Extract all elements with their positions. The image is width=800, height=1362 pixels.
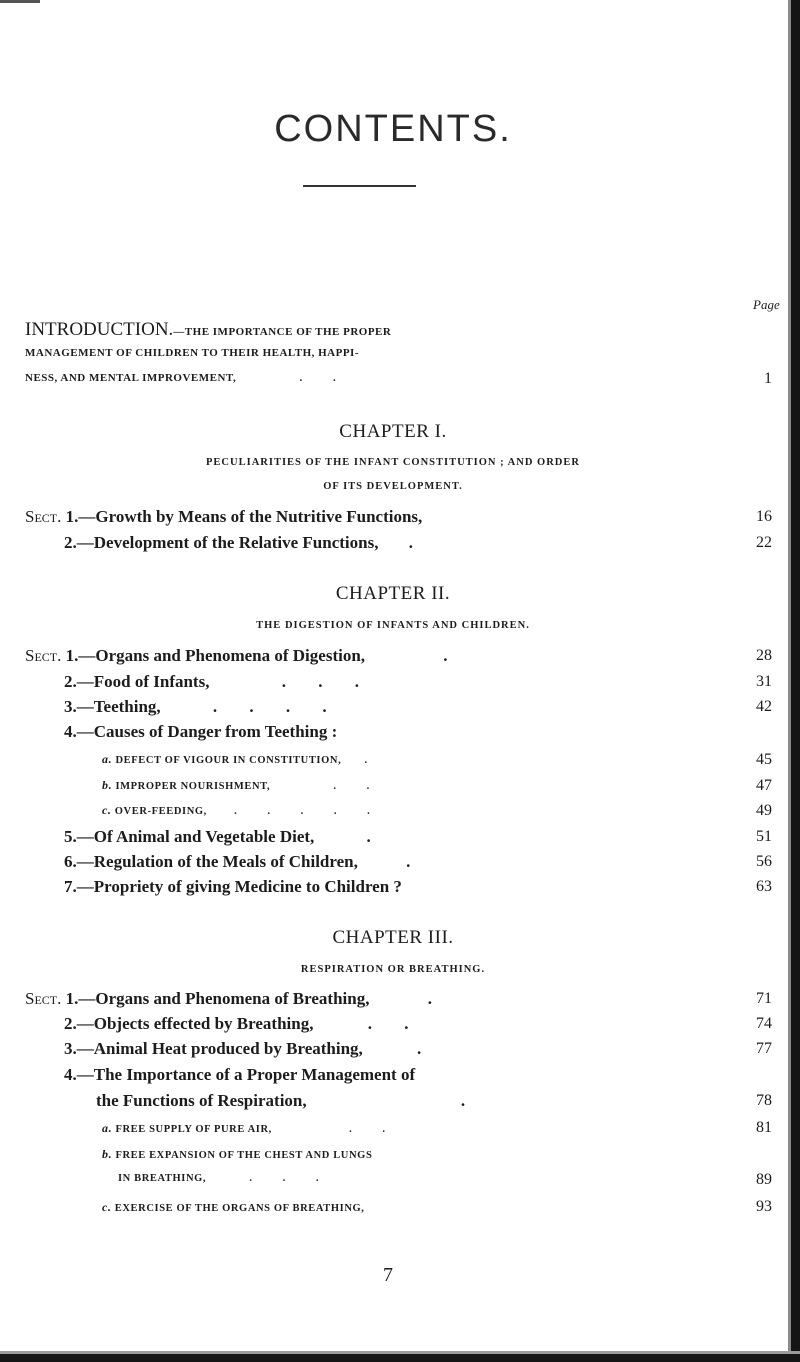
entry-number: 2. [64, 1014, 77, 1033]
page-title: CONTENTS. [274, 108, 512, 150]
entry-page-number: 16 [756, 508, 772, 525]
entry-number: 1. [65, 507, 79, 526]
entry-page-number: 28 [756, 647, 772, 664]
entry-leader-dots: . [406, 852, 425, 871]
entry-title: —Causes of Danger from Teething : [76, 722, 338, 741]
toc-entry [64, 852, 424, 872]
entry-title: —Animal Heat produced by Breathing, [76, 1039, 363, 1058]
entry-leader-dots: . [408, 533, 427, 552]
subentry-page-number: 81 [756, 1119, 772, 1136]
entry-number: 3. [64, 1039, 77, 1058]
chapter-3-subtitle: RESPIRATION OR BREATHING. [300, 964, 486, 975]
introduction-leader-dots: . . [299, 372, 350, 384]
subentry-leader-dots: . . . [249, 1173, 333, 1184]
subentry-title: EXERCISE OF THE ORGANS OF BREATHING, [114, 1203, 365, 1214]
subentry-page-number: 89 [756, 1171, 772, 1188]
subentry-title: IN BREATHING, [118, 1173, 207, 1184]
subentry-letter: c. [102, 803, 112, 817]
entry-number: 4. [64, 722, 77, 741]
entry-number: 6. [64, 852, 77, 871]
subentry-leader-dots: . . . . . [234, 806, 384, 817]
introduction-heading [25, 319, 391, 341]
entry-number: 3. [64, 697, 77, 716]
subentry-leader-dots: . [364, 755, 382, 766]
toc-subentry [102, 1147, 372, 1162]
toc-entry [64, 533, 427, 553]
title-rule [303, 185, 416, 187]
entry-title: —Organs and Phenomena of Breathing, [78, 989, 370, 1008]
entry-number: 7. [64, 877, 77, 896]
chapter-1-subtitle-line-1: PECULIARITIES OF THE INFANT CONSTITUTION ; AND ORDER [206, 457, 580, 468]
toc-entry [25, 507, 422, 527]
entry-leader-dots: . . [367, 1014, 423, 1033]
entry-number: 2. [64, 672, 77, 691]
toc-subentry [102, 1121, 399, 1136]
page-edge-fade-bottom [0, 1351, 800, 1354]
entry-page-number: 42 [756, 698, 772, 715]
subentry-page-number: 93 [756, 1198, 772, 1215]
toc-entry [25, 646, 462, 666]
subentry-letter: c. [102, 1200, 112, 1214]
entry-title: —Of Animal and Vegetable Diet, [76, 827, 315, 846]
subentry-page-number: 47 [756, 777, 772, 794]
toc-entry [64, 827, 385, 847]
subentry-title: FREE EXPANSION OF THE CHEST AND LUNGS [115, 1150, 373, 1161]
subentry-letter: b. [102, 1147, 113, 1161]
entry-page-number: 78 [756, 1092, 772, 1109]
entry-title: —Teething, [76, 697, 161, 716]
entry-page-number: 31 [756, 673, 772, 690]
entry-leader-dots: . [460, 1091, 480, 1110]
subentry-letter: a. [102, 1121, 113, 1135]
subentry-page-number: 49 [756, 802, 772, 819]
folio-number: 7 [383, 1264, 393, 1286]
scan-corner-mark [0, 0, 40, 3]
subentry-title: FREE SUPPLY OF PURE AIR, [115, 1124, 272, 1135]
subentry-leader-dots: . . [333, 781, 384, 792]
introduction-line-2: MANAGEMENT OF CHILDREN TO THEIR HEALTH, HAPPI- [25, 347, 360, 359]
entry-number: 1. [65, 989, 79, 1008]
page-edge-shadow-right [791, 0, 800, 1362]
chapter-2-subtitle: THE DIGESTION OF INFANTS AND CHILDREN. [256, 620, 530, 631]
toc-entry [64, 877, 402, 897]
entry-page-number: 63 [756, 878, 772, 895]
entry-title: —Objects effected by Breathing, [76, 1014, 314, 1033]
toc-subentry [102, 752, 381, 767]
toc-entry-continuation [96, 1091, 479, 1111]
introduction-line-1: —THE IMPORTANCE OF THE PROPER [173, 326, 392, 338]
entry-title: —Development of the Relative Functions, [76, 533, 379, 552]
entry-title: —Propriety of giving Medicine to Children ? [76, 877, 402, 896]
entry-leader-dots: . [427, 989, 446, 1008]
entry-number: 1. [65, 646, 79, 665]
entry-title: —The Importance of a Proper Management of [76, 1065, 416, 1084]
subentry-title: DEFECT OF VIGOUR IN CONSTITUTION, [115, 755, 342, 766]
entry-number: 4. [64, 1065, 77, 1084]
sect-prefix: Sect. [25, 646, 62, 665]
entry-page-number: 56 [756, 853, 772, 870]
entry-title: —Food of Infants, [76, 672, 210, 691]
chapter-3-title: CHAPTER III. [332, 927, 454, 948]
entry-page-number: 22 [756, 534, 772, 551]
entry-leader-dots: . . . . [212, 697, 341, 716]
page-edge-shadow-bottom [0, 1354, 800, 1362]
subentry-page-number: 45 [756, 751, 772, 768]
introduction-head: INTRODUCTION. [25, 319, 174, 340]
introduction-line-3-text: NESS, AND MENTAL IMPROVEMENT, [25, 372, 237, 384]
toc-entry [64, 697, 341, 717]
toc-subentry [102, 778, 383, 793]
introduction-line-3 [25, 372, 350, 384]
toc-entry [25, 989, 446, 1009]
page-column-header: Page [753, 297, 780, 312]
entry-title: the Functions of Respiration, [96, 1091, 307, 1110]
entry-leader-dots: . . . [281, 672, 373, 691]
entry-page-number: 51 [756, 828, 772, 845]
toc-entry [64, 1039, 435, 1059]
entry-page-number: 74 [756, 1015, 772, 1032]
toc-subentry-continuation [118, 1173, 332, 1184]
sect-prefix: Sect. [25, 507, 62, 526]
entry-page-number: 77 [756, 1040, 772, 1057]
entry-title: —Organs and Phenomena of Digestion, [78, 646, 366, 665]
entry-leader-dots: . [417, 1039, 436, 1058]
subentry-leader-dots: . . [349, 1124, 400, 1135]
toc-entry [64, 1065, 415, 1085]
entry-leader-dots: . [366, 827, 385, 846]
entry-number: 2. [64, 533, 77, 552]
subentry-letter: a. [102, 752, 113, 766]
entry-title: —Regulation of the Meals of Children, [76, 852, 358, 871]
introduction-page-number: 1 [764, 370, 772, 387]
subentry-letter: b. [102, 778, 113, 792]
subentry-title: IMPROPER NOURISHMENT, [115, 781, 271, 792]
toc-entry [64, 722, 337, 742]
chapter-2-title: CHAPTER II. [335, 583, 451, 604]
entry-title: —Growth by Means of the Nutritive Functions, [78, 507, 423, 526]
entry-leader-dots: . [443, 646, 462, 665]
page-edge-fade-right [788, 0, 791, 1362]
toc-subentry [102, 803, 384, 818]
sect-prefix: Sect. [25, 989, 62, 1008]
chapter-1-subtitle-line-2: OF ITS DEVELOPMENT. [323, 481, 463, 492]
toc-subentry [102, 1200, 365, 1215]
chapter-1-title: CHAPTER I. [339, 421, 447, 442]
entry-page-number: 71 [756, 990, 772, 1007]
subentry-title: OVER-FEEDING, [114, 806, 207, 817]
toc-entry [64, 672, 373, 692]
entry-number: 5. [64, 827, 77, 846]
toc-entry [64, 1014, 422, 1034]
